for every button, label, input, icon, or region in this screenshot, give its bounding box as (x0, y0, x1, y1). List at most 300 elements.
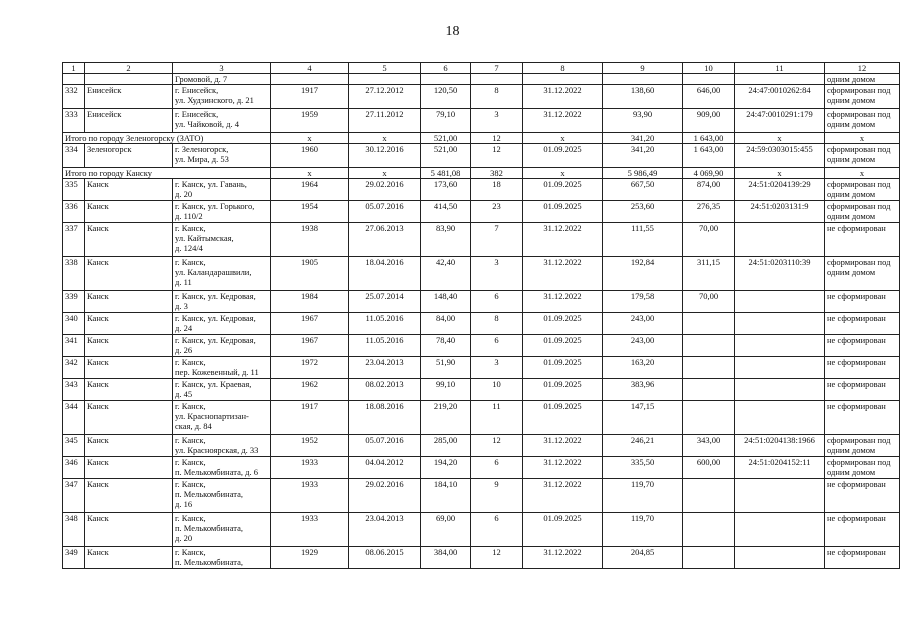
area-cell: 148,40 (421, 291, 471, 313)
cadastral-cell: 24:51:0203131:9 (735, 201, 825, 223)
deadline-cell: 01.09.2025 (523, 144, 603, 168)
land-area-cell (683, 335, 735, 357)
area-cell: 79,10 (421, 109, 471, 133)
address-line: г. Канск, (175, 223, 206, 233)
status-cell: не сформирован (825, 357, 900, 379)
value-cell: 192,84 (603, 257, 683, 291)
value-cell: 243,00 (603, 313, 683, 335)
status-cell: не сформирован (825, 479, 900, 513)
deadline-cell: 01.09.2025 (523, 313, 603, 335)
deadline-cell: 31.12.2022 (523, 223, 603, 257)
address-line: д. 11 (175, 277, 192, 287)
land-area-cell: 909,00 (683, 109, 735, 133)
year-cell: 1967 (271, 335, 349, 357)
area-cell: 42,40 (421, 257, 471, 291)
subtotal-row (63, 168, 900, 179)
land-area-cell (683, 379, 735, 401)
year-cell: 1967 (271, 313, 349, 335)
address-line: п. Мелькомбината, (175, 489, 243, 499)
housing-register-table (62, 62, 900, 569)
city-cell: Енисейск (85, 85, 173, 109)
city-cell: Канск (85, 335, 173, 357)
status-cell: сформирован под одним домом (825, 85, 900, 109)
address-cell (173, 313, 271, 335)
land-area-cell: 311,15 (683, 257, 735, 291)
status-cell: не сформирован (825, 223, 900, 257)
address-line: д. 20 (175, 533, 193, 543)
count-cell: 12 (471, 547, 523, 569)
cadastral-cell (735, 313, 825, 335)
address-cell (173, 257, 271, 291)
city-cell: Канск (85, 223, 173, 257)
city-cell: Канск (85, 547, 173, 569)
row-number: 347 (63, 479, 85, 513)
count-cell: 6 (471, 335, 523, 357)
city-cell: Канск (85, 435, 173, 457)
table-row (63, 144, 900, 168)
value-cell: 335,50 (603, 457, 683, 479)
table-row (63, 401, 900, 435)
address-line: г. Енисейск, (175, 85, 219, 95)
count-cell: 18 (471, 179, 523, 201)
row-number: 340 (63, 313, 85, 335)
address-line: г. Канск, (175, 457, 206, 467)
page-number: 18 (445, 24, 460, 39)
date-cell: 25.07.2014 (349, 291, 421, 313)
header-cell: 7 (471, 63, 523, 74)
table-row (63, 457, 900, 479)
land-area-cell: 1 643,00 (683, 144, 735, 168)
land-area-cell (683, 513, 735, 547)
row-number: 349 (63, 547, 85, 569)
table-row (63, 179, 900, 201)
area-cell: 285,00 (421, 435, 471, 457)
cadastral-cell (735, 379, 825, 401)
address-line: ул. Худзинского, д. 21 (175, 95, 254, 105)
status-cell: сформирован под одним домом (825, 257, 900, 291)
subtotal-c11: х (735, 133, 825, 144)
address-line: г. Канск, ул. Горького, (175, 201, 255, 211)
row-number: 336 (63, 201, 85, 223)
cadastral-cell: 24:51:0204152:11 (735, 457, 825, 479)
deadline-cell: 31.12.2022 (523, 257, 603, 291)
city-cell: Канск (85, 313, 173, 335)
count-cell: 8 (471, 85, 523, 109)
address-line: г. Канск, ул. Краевая, (175, 379, 252, 389)
year-cell: 1960 (271, 144, 349, 168)
subtotal-c11: х (735, 168, 825, 179)
address-line: д. 20 (175, 189, 193, 199)
year-cell: 1917 (271, 85, 349, 109)
row-number: 337 (63, 223, 85, 257)
status-cell: не сформирован (825, 379, 900, 401)
header-cell: 2 (85, 63, 173, 74)
date-cell: 18.08.2016 (349, 401, 421, 435)
deadline-cell: 01.09.2025 (523, 201, 603, 223)
address-cell (173, 401, 271, 435)
address-cell (173, 109, 271, 133)
address-line: д. 26 (175, 345, 193, 355)
header-cell: 12 (825, 63, 900, 74)
status-cell: сформирован под одним домом (825, 435, 900, 457)
date-cell: 04.04.2012 (349, 457, 421, 479)
address-line: ул. Мира, д. 53 (175, 154, 229, 164)
land-area-cell: 600,00 (683, 457, 735, 479)
count-cell: 6 (471, 513, 523, 547)
subtotal-c9: 341,20 (603, 133, 683, 144)
subtotal-c8: х (523, 168, 603, 179)
subtotal-c4: х (271, 168, 349, 179)
status-cell: не сформирован (825, 547, 900, 569)
status-cell: не сформирован (825, 291, 900, 313)
subtotal-c10: 1 643,00 (683, 133, 735, 144)
city-cell: Канск (85, 257, 173, 291)
year-cell: 1933 (271, 479, 349, 513)
cadastral-cell: 24:51:0203110:39 (735, 257, 825, 291)
address-cell (173, 201, 271, 223)
date-cell: 23.04.2013 (349, 513, 421, 547)
table-row (63, 257, 900, 291)
value-cell: 179,58 (603, 291, 683, 313)
header-cell: 8 (523, 63, 603, 74)
table-row (63, 513, 900, 547)
area-cell: 521,00 (421, 144, 471, 168)
land-area-cell (683, 547, 735, 569)
land-area-cell (683, 479, 735, 513)
value-cell: 147,15 (603, 401, 683, 435)
header-cell: 11 (735, 63, 825, 74)
deadline-cell: 31.12.2022 (523, 109, 603, 133)
row-number: 348 (63, 513, 85, 547)
city-cell: Канск (85, 479, 173, 513)
area-cell: 414,50 (421, 201, 471, 223)
column-number-header (63, 63, 900, 74)
address-line: г. Канск, ул. Кедровая, (175, 335, 256, 345)
address-cell (173, 457, 271, 479)
year-cell: 1962 (271, 379, 349, 401)
value-cell: 138,60 (603, 85, 683, 109)
count-cell: 11 (471, 401, 523, 435)
value-cell: 246,21 (603, 435, 683, 457)
status-cell: не сформирован (825, 335, 900, 357)
address-line: д. 124/4 (175, 243, 203, 253)
header-cell: 3 (173, 63, 271, 74)
count-cell: 7 (471, 223, 523, 257)
header-cell: 6 (421, 63, 471, 74)
deadline-cell: 31.12.2022 (523, 85, 603, 109)
address-line: г. Канск, ул. Кедровая, (175, 313, 256, 323)
status-cell: сформирован под одним домом (825, 109, 900, 133)
date-cell: 08.02.2013 (349, 379, 421, 401)
status-cell: сформирован под одним домом (825, 457, 900, 479)
land-area-cell (683, 313, 735, 335)
count-cell: 12 (471, 144, 523, 168)
value-cell: 163,20 (603, 357, 683, 379)
year-cell: 1972 (271, 357, 349, 379)
deadline-cell: 01.09.2025 (523, 179, 603, 201)
address-cell (173, 291, 271, 313)
address-line: г. Канск, ул. Кедровая, (175, 291, 256, 301)
land-area-cell (683, 401, 735, 435)
address-line: г. Канск, (175, 435, 206, 445)
address-cell (173, 85, 271, 109)
subtotal-row (63, 133, 900, 144)
area-cell: 99,10 (421, 379, 471, 401)
count-cell: 6 (471, 291, 523, 313)
header-cell: 5 (349, 63, 421, 74)
address-line: д. 45 (175, 389, 193, 399)
address-line: д. 3 (175, 301, 188, 311)
date-cell: 05.07.2016 (349, 201, 421, 223)
value-cell: 383,96 (603, 379, 683, 401)
area-cell: 384,00 (421, 547, 471, 569)
status-cell: не сформирован (825, 313, 900, 335)
table-row (63, 291, 900, 313)
row-number: 344 (63, 401, 85, 435)
continuation-row (63, 74, 900, 85)
value-cell: 341,20 (603, 144, 683, 168)
year-cell: 1933 (271, 457, 349, 479)
address-line: ул. Каландарашвили, (175, 267, 252, 277)
count-cell: 9 (471, 479, 523, 513)
deadline-cell: 31.12.2022 (523, 291, 603, 313)
address-line: д. 24 (175, 323, 193, 333)
cadastral-cell (735, 357, 825, 379)
count-cell: 3 (471, 257, 523, 291)
subtotal-c7: 12 (471, 133, 523, 144)
land-area-cell: 70,00 (683, 291, 735, 313)
subtotal-label: Итого по городу Канску (63, 168, 271, 179)
status-cell: сформирован под одним домом (825, 179, 900, 201)
cadastral-cell: 24:59:0303015:455 (735, 144, 825, 168)
table-row (63, 313, 900, 335)
area-cell: 194,20 (421, 457, 471, 479)
row-number: 339 (63, 291, 85, 313)
table-row (63, 335, 900, 357)
area-cell: 78,40 (421, 335, 471, 357)
cadastral-cell (735, 335, 825, 357)
subtotal-c5: х (349, 133, 421, 144)
date-cell: 29.02.2016 (349, 479, 421, 513)
address-line: ул. Кайтымская, (175, 233, 234, 243)
cadastral-cell (735, 401, 825, 435)
city-cell: Канск (85, 513, 173, 547)
row-number: 345 (63, 435, 85, 457)
year-cell: 1964 (271, 179, 349, 201)
cadastral-cell: 24:51:0204139:29 (735, 179, 825, 201)
date-cell: 27.06.2013 (349, 223, 421, 257)
city-cell: Канск (85, 357, 173, 379)
deadline-cell: 01.09.2025 (523, 401, 603, 435)
header-cell: 1 (63, 63, 85, 74)
status-cell: одним домом (825, 74, 900, 85)
table-row (63, 223, 900, 257)
land-area-cell: 343,00 (683, 435, 735, 457)
city-cell: Зеленогорск (85, 144, 173, 168)
value-cell: 253,60 (603, 201, 683, 223)
count-cell: 3 (471, 109, 523, 133)
row-number: 332 (63, 85, 85, 109)
table-row (63, 201, 900, 223)
area-cell: 69,00 (421, 513, 471, 547)
date-cell: 27.12.2012 (349, 85, 421, 109)
deadline-cell: 01.09.2025 (523, 335, 603, 357)
address-cell (173, 357, 271, 379)
city-cell: Канск (85, 457, 173, 479)
status-cell: не сформирован (825, 401, 900, 435)
count-cell: 6 (471, 457, 523, 479)
value-cell: 204,85 (603, 547, 683, 569)
count-cell: 12 (471, 435, 523, 457)
subtotal-c8: х (523, 133, 603, 144)
deadline-cell: 31.12.2022 (523, 435, 603, 457)
deadline-cell: 31.12.2022 (523, 479, 603, 513)
cadastral-cell (735, 223, 825, 257)
date-cell: 30.12.2016 (349, 144, 421, 168)
year-cell: 1938 (271, 223, 349, 257)
address-line: г. Канск, (175, 513, 206, 523)
year-cell: 1984 (271, 291, 349, 313)
subtotal-c7: 382 (471, 168, 523, 179)
deadline-cell: 01.09.2025 (523, 379, 603, 401)
value-cell: 119,70 (603, 513, 683, 547)
subtotal-c6: 521,00 (421, 133, 471, 144)
area-cell: 184,10 (421, 479, 471, 513)
row-number: 333 (63, 109, 85, 133)
address-cell (173, 144, 271, 168)
land-area-cell: 646,00 (683, 85, 735, 109)
city-cell: Канск (85, 201, 173, 223)
address-cell (173, 479, 271, 513)
status-cell: не сформирован (825, 513, 900, 547)
cadastral-cell (735, 291, 825, 313)
address-cell (173, 513, 271, 547)
year-cell: 1905 (271, 257, 349, 291)
deadline-cell: 31.12.2022 (523, 457, 603, 479)
date-cell: 11.05.2016 (349, 313, 421, 335)
address-line: ул. Чайковой, д. 4 (175, 119, 239, 129)
address-cell (173, 179, 271, 201)
table-row (63, 357, 900, 379)
address-cell: Громовой, д. 7 (173, 74, 271, 85)
date-cell: 18.04.2016 (349, 257, 421, 291)
subtotal-c9: 5 986,49 (603, 168, 683, 179)
address-line: г. Енисейск, (175, 109, 219, 119)
row-number: 342 (63, 357, 85, 379)
row-number: 346 (63, 457, 85, 479)
subtotal-label: Итого по городу Зеленогорску (ЗАТО) (63, 133, 271, 144)
deadline-cell: 31.12.2022 (523, 547, 603, 569)
table-row (63, 85, 900, 109)
year-cell: 1954 (271, 201, 349, 223)
value-cell: 667,50 (603, 179, 683, 201)
address-cell (173, 547, 271, 569)
row-number: 334 (63, 144, 85, 168)
city-cell: Канск (85, 291, 173, 313)
land-area-cell (683, 357, 735, 379)
land-area-cell: 276,35 (683, 201, 735, 223)
year-cell: 1917 (271, 401, 349, 435)
count-cell: 10 (471, 379, 523, 401)
area-cell: 51,90 (421, 357, 471, 379)
subtotal-c5: х (349, 168, 421, 179)
address-line: п. Мелькомбината, (175, 523, 243, 533)
area-cell: 84,00 (421, 313, 471, 335)
area-cell: 173,60 (421, 179, 471, 201)
area-cell: 219,20 (421, 401, 471, 435)
value-cell: 111,55 (603, 223, 683, 257)
cadastral-cell: 24:47:0010291:179 (735, 109, 825, 133)
cadastral-cell (735, 513, 825, 547)
address-cell (173, 379, 271, 401)
header-cell: 10 (683, 63, 735, 74)
city-cell: Канск (85, 179, 173, 201)
deadline-cell: 01.09.2025 (523, 357, 603, 379)
land-area-cell: 874,00 (683, 179, 735, 201)
value-cell: 93,90 (603, 109, 683, 133)
area-cell: 120,50 (421, 85, 471, 109)
table-row (63, 479, 900, 513)
value-cell: 243,00 (603, 335, 683, 357)
land-area-cell: 70,00 (683, 223, 735, 257)
address-cell (173, 335, 271, 357)
address-cell (173, 435, 271, 457)
deadline-cell: 01.09.2025 (523, 513, 603, 547)
year-cell: 1929 (271, 547, 349, 569)
table-row (63, 379, 900, 401)
row-number: 341 (63, 335, 85, 357)
city-cell: Канск (85, 401, 173, 435)
address-line: ул. Красноярская, д. 33 (175, 445, 259, 455)
address-cell (173, 223, 271, 257)
table-row (63, 547, 900, 569)
date-cell: 29.02.2016 (349, 179, 421, 201)
address-line: г. Канск, ул. Гавань, (175, 179, 247, 189)
address-line: г. Зеленогорск, (175, 144, 229, 154)
cadastral-cell: 24:47:0010262:84 (735, 85, 825, 109)
subtotal-c10: 4 069,90 (683, 168, 735, 179)
address-line: г. Канск, (175, 401, 206, 411)
year-cell: 1933 (271, 513, 349, 547)
address-line: ская, д. 84 (175, 421, 212, 431)
date-cell: 11.05.2016 (349, 335, 421, 357)
address-line: д. 110/2 (175, 211, 203, 221)
subtotal-c4: х (271, 133, 349, 144)
city-cell: Енисейск (85, 109, 173, 133)
date-cell: 08.06.2015 (349, 547, 421, 569)
year-cell: 1959 (271, 109, 349, 133)
table-row (63, 435, 900, 457)
address-line: г. Канск, (175, 257, 206, 267)
address-line: г. Канск, (175, 357, 206, 367)
address-line: пер. Кожевенный, д. 11 (175, 367, 259, 377)
address-line: ул. Краснопартизан- (175, 411, 249, 421)
date-cell: 05.07.2016 (349, 435, 421, 457)
address-line: г. Канск, (175, 547, 206, 557)
row-number: 335 (63, 179, 85, 201)
cadastral-cell (735, 547, 825, 569)
table-row (63, 109, 900, 133)
date-cell: 23.04.2013 (349, 357, 421, 379)
count-cell: 3 (471, 357, 523, 379)
header-cell: 9 (603, 63, 683, 74)
header-cell: 4 (271, 63, 349, 74)
address-line: п. Мелькомбината, (175, 557, 243, 567)
row-number: 343 (63, 379, 85, 401)
value-cell: 119,70 (603, 479, 683, 513)
year-cell: 1952 (271, 435, 349, 457)
subtotal-c12: х (825, 133, 900, 144)
